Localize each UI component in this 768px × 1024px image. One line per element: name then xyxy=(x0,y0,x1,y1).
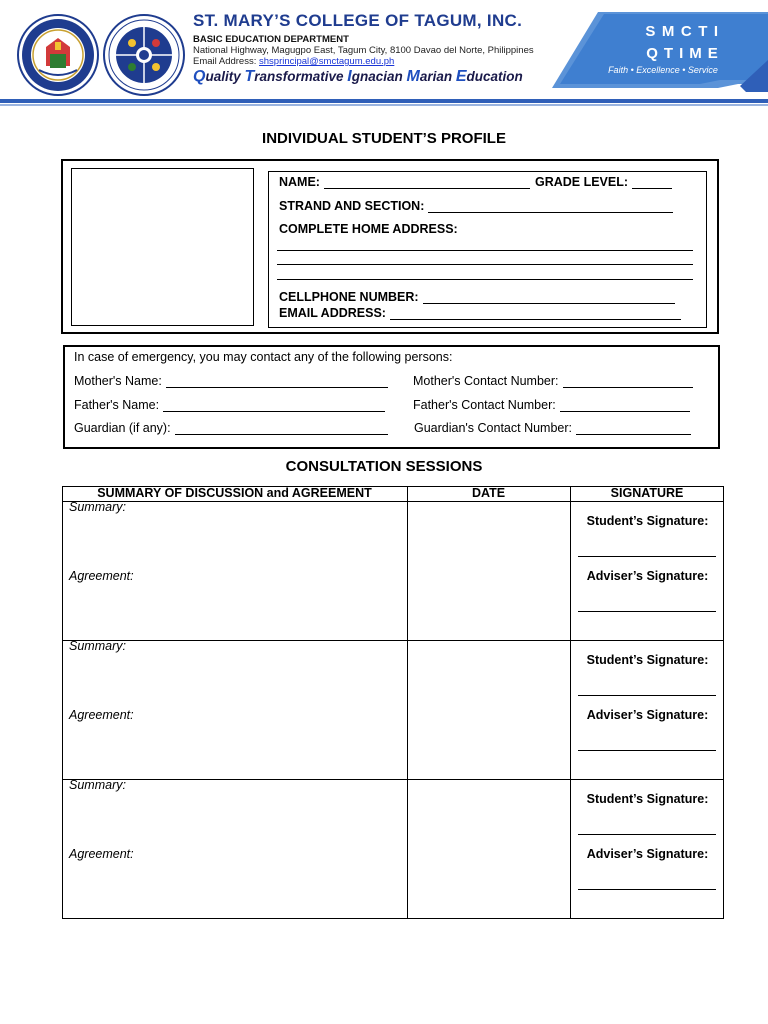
father-contact-field[interactable] xyxy=(560,402,690,412)
mother-contact-label: Mother's Contact Number: xyxy=(413,374,559,388)
school-motto xyxy=(193,68,523,86)
motto-cap: E xyxy=(455,68,467,85)
motto-cap: I xyxy=(347,68,352,85)
strand-section-field[interactable] xyxy=(428,203,673,213)
email-label: Email Address: xyxy=(193,56,259,67)
guardian-contact-field[interactable] xyxy=(576,425,691,435)
photo-box[interactable] xyxy=(71,168,254,326)
name-label: NAME: xyxy=(279,175,320,189)
motto-word: uality xyxy=(205,69,245,84)
cellphone-row xyxy=(279,290,675,304)
father-contact-label: Father's Contact Number: xyxy=(413,398,556,412)
table-header-divider xyxy=(62,501,724,502)
strand-row xyxy=(279,199,673,213)
home-address-label: COMPLETE HOME ADDRESS: xyxy=(279,222,458,236)
guardian-name-field[interactable] xyxy=(175,425,388,435)
guardian-contact-label: Guardian's Contact Number: xyxy=(414,421,573,435)
home-address-line-2[interactable] xyxy=(277,264,693,265)
motto-cap: M xyxy=(406,68,420,85)
document-header xyxy=(0,0,768,108)
table-column-divider xyxy=(407,486,408,919)
agreement-label: Agreement: xyxy=(69,847,134,861)
banner-qtime: QTIME xyxy=(646,45,724,62)
table-row-divider xyxy=(62,779,724,780)
student-signature-line[interactable] xyxy=(578,556,716,557)
adviser-signature-line[interactable] xyxy=(578,750,716,751)
banner-acronym: SMCTI xyxy=(645,23,725,40)
motto-cap: Q xyxy=(193,68,206,85)
father-contact-row xyxy=(413,398,690,412)
email-address-field[interactable] xyxy=(390,310,681,320)
mother-contact-field[interactable] xyxy=(563,378,693,388)
basic-education-seal-icon xyxy=(103,14,185,96)
guardian-contact-row xyxy=(414,421,691,435)
college-seal-icon xyxy=(17,14,99,96)
summary-label: Summary: xyxy=(69,500,126,514)
student-signature-line[interactable] xyxy=(578,834,716,835)
home-address-line-3[interactable] xyxy=(277,279,693,280)
consultation-title: CONSULTATION SESSIONS xyxy=(285,458,483,475)
grade-level-field[interactable] xyxy=(632,179,672,189)
school-name: ST. MARY’S COLLEGE OF TAGUM, INC. xyxy=(193,11,523,30)
student-signature-line[interactable] xyxy=(578,695,716,696)
emergency-intro: In case of emergency, you may contact any of the following persons: xyxy=(74,350,453,364)
adviser-signature-label: Adviser’s Signature: xyxy=(586,708,709,722)
strand-section-label: STRAND AND SECTION: xyxy=(279,199,425,213)
email-link[interactable]: shsprincipal@smctagum.edu.ph xyxy=(259,56,395,67)
guardian-name-label: Guardian (if any): xyxy=(74,421,171,435)
motto-word: ransformative xyxy=(254,69,348,84)
email-address-label: EMAIL ADDRESS: xyxy=(279,306,386,320)
motto-word: arian xyxy=(419,69,456,84)
mother-contact-row xyxy=(413,374,693,388)
adviser-signature-line[interactable] xyxy=(578,611,716,612)
column-header-summary: SUMMARY OF DISCUSSION and AGREEMENT xyxy=(97,486,372,500)
cellphone-field[interactable] xyxy=(423,294,675,304)
mother-name-field[interactable] xyxy=(166,378,388,388)
email-row xyxy=(279,306,681,320)
student-signature-label: Student’s Signature: xyxy=(586,514,709,528)
motto-word: ducation xyxy=(466,69,523,84)
student-signature-label: Student’s Signature: xyxy=(586,792,709,806)
cellphone-label: CELLPHONE NUMBER: xyxy=(279,290,419,304)
father-name-field[interactable] xyxy=(163,402,385,412)
column-header-signature: SIGNATURE xyxy=(610,486,684,500)
summary-label: Summary: xyxy=(69,639,126,653)
mother-name-label: Mother's Name: xyxy=(74,374,162,388)
adviser-signature-line[interactable] xyxy=(578,889,716,890)
name-row xyxy=(279,175,672,189)
father-name-label: Father's Name: xyxy=(74,398,160,412)
school-address: National Highway, Magugpo East, Tagum City, 8100 Davao del Norte, Philippines xyxy=(193,45,534,56)
agreement-label: Agreement: xyxy=(69,569,134,583)
student-signature-label: Student’s Signature: xyxy=(586,653,709,667)
agreement-label: Agreement: xyxy=(69,708,134,722)
home-address-line-1[interactable] xyxy=(277,250,693,251)
column-header-date: DATE xyxy=(471,486,506,500)
grade-level-label: GRADE LEVEL: xyxy=(534,175,629,189)
motto-cap: T xyxy=(244,68,255,85)
department-name: BASIC EDUCATION DEPARTMENT xyxy=(193,34,349,45)
father-name-row xyxy=(74,398,385,412)
home-address-row xyxy=(279,222,458,236)
name-field[interactable] xyxy=(324,179,530,189)
summary-label: Summary: xyxy=(69,778,126,792)
profile-title: INDIVIDUAL STUDENT’S PROFILE xyxy=(262,130,506,147)
adviser-signature-label: Adviser’s Signature: xyxy=(586,569,709,583)
mother-name-row xyxy=(74,374,388,388)
table-row-divider xyxy=(62,640,724,641)
guardian-name-row xyxy=(74,421,388,435)
motto-word: gnacian xyxy=(351,69,407,84)
banner-tagline: Faith • Excellence • Service xyxy=(608,65,718,75)
adviser-signature-label: Adviser’s Signature: xyxy=(586,847,709,861)
email-line xyxy=(193,56,394,67)
